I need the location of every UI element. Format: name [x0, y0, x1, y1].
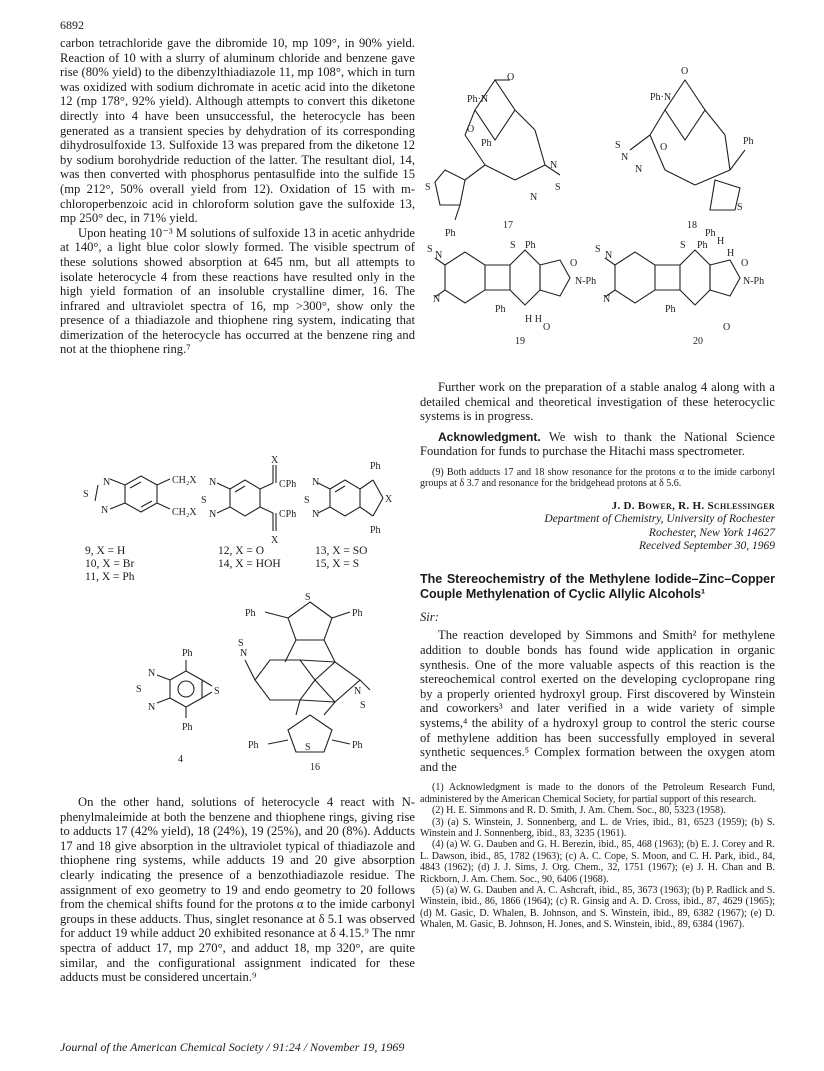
compound-list-12-14 [218, 545, 281, 571]
svg-text:S: S [680, 240, 686, 251]
svg-text:S: S [136, 684, 142, 695]
author-signature [420, 500, 775, 554]
svg-text:N: N [433, 294, 441, 305]
footnote-3: (3) (a) S. Winstein, J. Sonnenberg, and L. de Vries, ibid., 81, 6523 (1959); (b) S. Winstein and J. Sonnenberg, ibid., 83, 3235 (1961). [420, 816, 775, 839]
svg-text:Ph: Ph [743, 136, 754, 147]
label-compound-10: 10, X = Br [85, 558, 135, 570]
label-compound-12: 12, X = O [218, 545, 265, 557]
svg-text:O: O [741, 258, 749, 269]
svg-text:O: O [570, 258, 578, 269]
svg-text:O: O [543, 322, 551, 333]
svg-text:N: N [148, 702, 156, 713]
svg-text:Ph·N: Ph·N [467, 94, 489, 105]
svg-text:N: N [603, 294, 611, 305]
svg-text:CPh: CPh [279, 509, 297, 520]
svg-text:Ph·N: Ph·N [650, 92, 672, 103]
paragraph-further-work: Further work on the preparation of a stable analog 4 along with a detailed chemical and theoretical investigation of these heterocyclic systems is in progress. [420, 380, 775, 424]
structures-17-20-svg [425, 40, 785, 380]
label-compound-4: 4 [178, 754, 183, 765]
label-compound-15: 15, X = S [315, 558, 360, 570]
label-compound-13: 13, X = SO [315, 545, 368, 557]
acknowledgment-heading: Acknowledgment. [438, 429, 541, 444]
footnote-9-block [420, 467, 775, 490]
svg-text:Ph: Ph [705, 228, 716, 239]
compound-list-13-15 [315, 545, 368, 571]
label-compound-14: 14, X = HOH [218, 558, 281, 570]
svg-text:N: N [209, 509, 217, 520]
svg-text:CH₂X: CH₂X [172, 507, 197, 518]
svg-text:CH₂X: CH₂X [172, 475, 197, 486]
footnotes-list [420, 782, 775, 930]
svg-text:Ph: Ph [248, 740, 259, 751]
svg-text:O: O [467, 124, 475, 135]
svg-text:Ph: Ph [352, 740, 363, 751]
svg-text:Ph: Ph [352, 608, 363, 619]
paragraph-heating: Upon heating 10⁻³ M solutions of sulfoxide 13 in acetic anhydride at 140°, a light blue color slowly formed. The visible spectrum of these solutions showed absorption at 645 nm, but all attempts to isolate heterocycle 4 from these reactions have resulted only in the high yield formation of an insoluble crystalline dimer, 16. The infrared and ultraviolet spectra of 16, mp >300°, show only the presence of a thiadiazole and thiophene ring system, indicating that dimerization of the heterocycle has occurred at the benzene ring and not at the thiophene ring.⁷ [60, 225, 415, 357]
paragraph-acknowledgment [420, 430, 775, 459]
svg-text:Ph: Ph [182, 722, 193, 733]
svg-text:CPh: CPh [279, 479, 297, 490]
label-compound-20: 20 [693, 336, 703, 347]
svg-text:N: N [354, 686, 362, 697]
svg-text:N: N [240, 648, 248, 659]
svg-text:S: S [305, 592, 311, 603]
author-names: J. D. Bower, R. H. Schlessinger [611, 499, 775, 512]
paragraph-simmons-smith: The reaction developed by Simmons and Smith² for methylene addition to double bonds has found wide application in organic synthesis. One of the more valuable aspects of this reaction is the stereochemical control exerted on the developing cyclopropane ring by a properly oriented hydroxyl group. First discovered by Winstein and coworkers³ and later verified in a wide variety of simple systems,⁴ the ability of a hydroxyl group to control the steric course of methylene addition has been successfully employed in several synthetic sequences.⁵ Complex formation between the oxygen atom and the [420, 628, 775, 774]
structures-4-and-16 [60, 590, 415, 770]
svg-text:S: S [737, 202, 743, 213]
svg-text:Ph: Ph [245, 608, 256, 619]
svg-text:X: X [271, 455, 279, 466]
footnote-9: (9) Both adducts 17 and 18 show resonance for the protons α to the imide carbonyl groups at δ 3.7 and resonance for the bridgehead protons at δ 5.6. [420, 466, 775, 490]
svg-text:Ph: Ph [495, 304, 506, 315]
journal-footer: Journal of the American Chemical Society / 91:24 / November 19, 1969 [60, 1040, 405, 1054]
svg-text:N: N [435, 250, 443, 261]
svg-text:S: S [425, 182, 431, 193]
svg-text:N: N [209, 477, 217, 488]
svg-text:N: N [312, 509, 320, 520]
svg-text:S: S [214, 686, 220, 697]
svg-text:N: N [550, 160, 558, 171]
svg-text:N: N [621, 152, 629, 163]
label-compound-9: 9, X = H [85, 545, 126, 557]
svg-text:S: S [304, 495, 310, 506]
svg-text:S: S [427, 244, 433, 255]
svg-text:O: O [507, 72, 515, 83]
footnote-1: (1) Acknowledgment is made to the donors of the Petroleum Research Fund, administered by the American Chemical Society, for partial support of this research. [420, 782, 775, 805]
footnote-4: (4) (a) W. G. Dauben and G. H. Berezin, ibid., 85, 468 (1963); (b) E. J. Corey and R. L. Dawson, ibid., 85, 1782 (1963); (c) A. C. Cope, S. Moon, and C. H. Park, ibid., 84, 4843 (1962); (d) J. J. Sims, J. Org. Chem., 32, 1751 (1967); (e) J. H. Chan and B. Rickborn, J. Am. Chem. Soc., 90, 6406 (1968). [420, 839, 775, 885]
svg-text:O: O [681, 66, 689, 77]
article-title: The Stereochemistry of the Methylene Iodide–Zinc–Copper Couple Methylenation of Cyclic Allylic Alcohols¹ [420, 571, 775, 601]
footnote-5: (5) (a) W. G. Dauben and A. C. Ashcraft, ibid., 85, 3673 (1963); (b) P. Radlick and S. Winstein, ibid., 86, 1866 (1964); (c) R. Ginsig and A. D. Cross, ibid., 87, 4629 (1965); (d) M. Gasic, D. Whalen, B. Johnson, and S. Winstein, ibid., 89, 6382 (1967); (e) D. Whalen, M. Gasic, B. Johnson, H. Jones, and S. Winstein, ibid., 89, 6384 (1967). [420, 884, 775, 931]
structures-4-16-svg [60, 590, 415, 770]
label-compound-17: 17 [503, 220, 513, 231]
svg-text:N-Ph: N-Ph [743, 276, 765, 287]
svg-text:S: S [83, 489, 89, 500]
svg-text:N: N [101, 505, 109, 516]
svg-text:S: S [510, 240, 516, 251]
svg-text:N: N [103, 477, 111, 488]
paragraph-adducts: On the other hand, solutions of heterocycle 4 react with N-phenylmaleimide at both the benzene and thiophene rings, giving rise to adducts 17 (42% yield), 18 (24%), 19 (25%), and 20 (8%). Adducts 17 and 18 give absorption in the ultraviolet typical of thiadiazole and thiophene ring systems, while adducts 19 and 20 give absorption clearly indicating the presence of a benzothiadiazole residue. The assignment of exo geometry to 19 and endo geometry to 20 follows from the chemical shifts found for the protons α to the imide carbonyl groups in these adducts. Thus, singlet resonance at δ 5.1 was observed for adduct 19 while adduct 20 exhibited resonance at δ 4.15.⁹ The nmr spectra of adduct 17, mp 270°, and adduct 18, mp 320°, are quite similar, and the configurational assignment indicated for these adducts must be considered uncertain.⁹ [60, 795, 415, 985]
svg-text:N: N [605, 250, 613, 261]
svg-text:N: N [312, 477, 320, 488]
svg-text:Ph: Ph [665, 304, 676, 315]
right-column [420, 380, 775, 931]
svg-text:Ph: Ph [481, 138, 492, 149]
received-date: Received September 30, 1969 [638, 540, 775, 553]
svg-text:S: S [201, 495, 207, 506]
left-column-top [60, 36, 415, 357]
svg-text:S: S [595, 244, 601, 255]
svg-text:Ph: Ph [370, 461, 381, 472]
svg-text:H H: H H [525, 314, 542, 325]
author-city: Rochester, New York 14627 [648, 526, 775, 539]
svg-text:O: O [723, 322, 731, 333]
svg-text:N-Ph: N-Ph [575, 276, 597, 287]
svg-text:H: H [727, 248, 735, 259]
compound-list-9-11 [85, 545, 135, 584]
svg-text:Ph: Ph [525, 240, 536, 251]
author-department: Department of Chemistry, University of Rochester [544, 513, 775, 526]
svg-text:Ph: Ph [697, 240, 708, 251]
svg-text:N: N [148, 668, 156, 679]
svg-text:S: S [305, 742, 311, 753]
page-number: 6892 [60, 18, 84, 32]
svg-text:S: S [360, 700, 366, 711]
svg-text:Ph: Ph [370, 525, 381, 536]
svg-text:O: O [660, 142, 668, 153]
label-compound-19: 19 [515, 336, 525, 347]
svg-text:H: H [717, 236, 725, 247]
svg-text:X: X [271, 535, 279, 546]
svg-text:S: S [555, 182, 561, 193]
label-compound-18: 18 [687, 220, 697, 231]
paragraph-synthesis: carbon tetrachloride gave the dibromide 10, mp 109°, in 90% yield. Reaction of 10 with a slurry of aluminum chloride and benzene gave rise (80% yield) to the dibenzylthiadiazole 11, mp 108°, which in turn was oxidized with sodium dichromate in acetic acid into the diketone 12 (mp 178°, 92% yield). Although attempts to convert this diketone directly into 4 have been unsuccessful, the heterocycle has been generated as a transient species by dehydration of its corresponding dihydrosulfoxide 13. Sulfoxide 13 was prepared from the diketone 12 by sodium borohydride reduction of the latter. The resultant diol, 14, was then converted with phosphorus pentasulfide into the sulfide 15 (mp 212°, 50% overall yield from 12). Oxidation of 15 with m-chloroperbenzoic acid in chloroform solution gave the sulfoxide 13, mp 250° dec, in 71% yield. [60, 36, 415, 226]
left-column-bottom [60, 795, 415, 985]
svg-text:S: S [238, 638, 244, 649]
salutation: Sir: [420, 609, 439, 624]
svg-text:X: X [385, 494, 393, 505]
svg-text:Ph: Ph [182, 648, 193, 659]
svg-text:N: N [635, 164, 643, 175]
label-compound-11: 11, X = Ph [85, 571, 135, 583]
footnote-2: (2) H. E. Simmons and R. D. Smith, J. Am. Chem. Soc., 80, 5323 (1958). [432, 805, 726, 817]
svg-text:S: S [615, 140, 621, 151]
structures-17-to-20 [425, 40, 785, 380]
label-compound-16: 16 [310, 762, 320, 770]
acknowledgment-body: We wish to thank the National Science Foundation for funds to purchase the Hitachi mass spectrometer. [420, 429, 775, 459]
svg-text:Ph: Ph [445, 228, 456, 239]
svg-text:N: N [530, 192, 538, 203]
